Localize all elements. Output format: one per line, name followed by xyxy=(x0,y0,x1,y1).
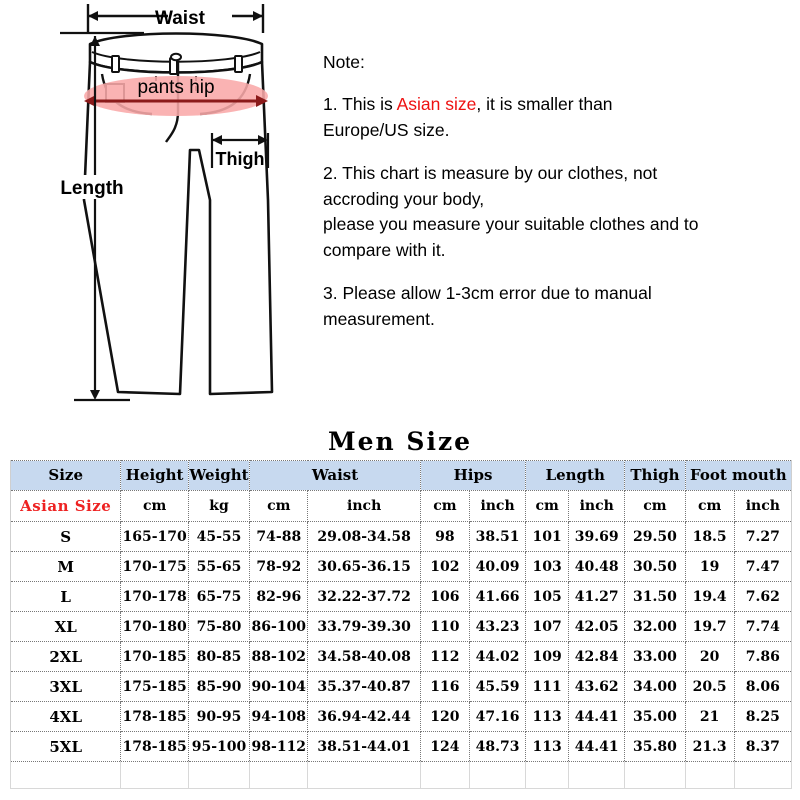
measurement-cell: 32.22-37.72 xyxy=(308,582,420,612)
empty-cell xyxy=(250,762,308,789)
note-item xyxy=(323,92,743,143)
empty-cell xyxy=(11,762,121,789)
unit-cell: cm xyxy=(685,491,734,522)
note-accent-text: Asian size xyxy=(396,94,477,114)
measurement-cell: 98-112 xyxy=(250,732,308,762)
unit-cell: inch xyxy=(734,491,791,522)
size-label-cell: S xyxy=(11,522,121,552)
unit-cell: kg xyxy=(188,491,249,522)
column-header-length: Length xyxy=(526,461,625,491)
measurement-cell: 29.50 xyxy=(625,522,685,552)
measurement-cell: 178-185 xyxy=(121,732,188,762)
measurement-cell: 178-185 xyxy=(121,702,188,732)
measurement-cell: 45.59 xyxy=(469,672,525,702)
measurement-cell: 38.51-44.01 xyxy=(308,732,420,762)
measurement-cell: 170-175 xyxy=(121,552,188,582)
measurement-cell: 38.51 xyxy=(469,522,525,552)
measurement-cell: 90-104 xyxy=(250,672,308,702)
unit-cell: inch xyxy=(569,491,625,522)
empty-cell xyxy=(734,762,791,789)
note-line xyxy=(323,238,743,264)
measurement-cell: 34.00 xyxy=(625,672,685,702)
empty-cell xyxy=(685,762,734,789)
measurement-cell: 21.3 xyxy=(685,732,734,762)
note-line xyxy=(323,307,743,333)
unit-cell: cm xyxy=(420,491,469,522)
measurement-cell: 124 xyxy=(420,732,469,762)
note-line xyxy=(323,118,743,144)
measurement-cell: 7.86 xyxy=(734,642,791,672)
measurement-cell: 43.23 xyxy=(469,612,525,642)
note-line xyxy=(323,281,743,307)
measurement-cell: 116 xyxy=(420,672,469,702)
measurement-cell: 170-185 xyxy=(121,642,188,672)
waist-arrow-head-left xyxy=(88,11,98,21)
table-row xyxy=(11,642,792,672)
measurement-cell: 43.62 xyxy=(569,672,625,702)
table-head xyxy=(11,461,792,491)
measurement-cell: 82-96 xyxy=(250,582,308,612)
asian-size-label: Asian Size xyxy=(11,491,121,522)
measurement-cell: 86-100 xyxy=(250,612,308,642)
measurement-cell: 48.73 xyxy=(469,732,525,762)
measurement-cell: 55-65 xyxy=(188,552,249,582)
measurement-cell: 95-100 xyxy=(188,732,249,762)
column-header-thigh: Thigh xyxy=(625,461,685,491)
unit-cell: cm xyxy=(121,491,188,522)
measurement-cell: 41.66 xyxy=(469,582,525,612)
note-item xyxy=(323,281,743,332)
measurement-cell: 40.09 xyxy=(469,552,525,582)
thigh-label: Thigh xyxy=(215,149,265,169)
measurement-cell: 8.06 xyxy=(734,672,791,702)
measurement-cell: 39.69 xyxy=(569,522,625,552)
unit-cell: cm xyxy=(625,491,685,522)
measurement-cell: 30.50 xyxy=(625,552,685,582)
size-label-cell: L xyxy=(11,582,121,612)
table-row xyxy=(11,552,792,582)
measurement-cell: 19.4 xyxy=(685,582,734,612)
measurement-cell: 31.50 xyxy=(625,582,685,612)
measurement-cell: 19 xyxy=(685,552,734,582)
measurement-cell: 20.5 xyxy=(685,672,734,702)
table-row xyxy=(11,672,792,702)
size-label-cell: XL xyxy=(11,612,121,642)
measurement-cell: 88-102 xyxy=(250,642,308,672)
measurement-cell: 19.7 xyxy=(685,612,734,642)
measurement-cell: 80-85 xyxy=(188,642,249,672)
measurement-cell: 8.37 xyxy=(734,732,791,762)
column-header-waist: Waist xyxy=(250,461,421,491)
column-header-height: Height xyxy=(121,461,188,491)
measurement-cell: 85-90 xyxy=(188,672,249,702)
measurement-cell: 170-178 xyxy=(121,582,188,612)
measurement-cell: 35.37-40.87 xyxy=(308,672,420,702)
note-text: 2. This chart is measure by our clothes, not xyxy=(323,163,658,183)
table-body xyxy=(11,491,792,789)
measurement-cell: 44.02 xyxy=(469,642,525,672)
measurement-cell: 107 xyxy=(526,612,569,642)
waist-label: Waist xyxy=(155,8,205,29)
measurement-cell: 33.79-39.30 xyxy=(308,612,420,642)
table-row xyxy=(11,702,792,732)
measurement-cell: 41.27 xyxy=(569,582,625,612)
table-title: Men Size xyxy=(327,427,473,456)
measurement-cell: 109 xyxy=(526,642,569,672)
empty-cell xyxy=(188,762,249,789)
measurement-cell: 113 xyxy=(526,732,569,762)
measurement-cell: 32.00 xyxy=(625,612,685,642)
measurement-cell: 35.80 xyxy=(625,732,685,762)
measurement-cell: 106 xyxy=(420,582,469,612)
measurement-cell: 34.58-40.08 xyxy=(308,642,420,672)
measurement-cell: 44.41 xyxy=(569,732,625,762)
size-table-container xyxy=(10,460,792,789)
measurement-cell: 74-88 xyxy=(250,522,308,552)
measurement-cell: 44.41 xyxy=(569,702,625,732)
measurement-cell: 40.48 xyxy=(569,552,625,582)
button-icon xyxy=(171,54,181,60)
measurement-cell: 165-170 xyxy=(121,522,188,552)
note-line xyxy=(323,212,743,238)
note-text: Europe/US size. xyxy=(323,119,450,140)
measurement-cell: 42.84 xyxy=(569,642,625,672)
waist-arrow-head-right xyxy=(253,11,263,21)
note-text: measurement. xyxy=(323,308,435,329)
measurement-cell: 7.47 xyxy=(734,552,791,582)
measurement-cell: 90-95 xyxy=(188,702,249,732)
measurement-cell: 110 xyxy=(420,612,469,642)
measurement-cell: 78-92 xyxy=(250,552,308,582)
empty-cell xyxy=(625,762,685,789)
units-row xyxy=(11,491,792,522)
measurement-cell: 30.65-36.15 xyxy=(308,552,420,582)
measurement-cell: 98 xyxy=(420,522,469,552)
note-text: 1. This is xyxy=(323,94,397,114)
pants-measurement-diagram xyxy=(60,0,320,412)
empty-cell xyxy=(526,762,569,789)
notes-list xyxy=(323,92,743,332)
empty-cell xyxy=(121,762,188,789)
measurement-cell: 18.5 xyxy=(685,522,734,552)
size-label-cell: 4XL xyxy=(11,702,121,732)
measurement-cell: 21 xyxy=(685,702,734,732)
measurement-cell: 45-55 xyxy=(188,522,249,552)
measurement-cell: 113 xyxy=(526,702,569,732)
notes-block xyxy=(323,50,743,350)
size-chart-table xyxy=(10,460,792,789)
table-row xyxy=(11,582,792,612)
measurement-cell: 103 xyxy=(526,552,569,582)
empty-cell xyxy=(569,762,625,789)
note-line xyxy=(323,92,743,118)
measurement-cell: 33.00 xyxy=(625,642,685,672)
measurement-cell: 175-185 xyxy=(121,672,188,702)
measurement-cell: 65-75 xyxy=(188,582,249,612)
measurement-cell: 8.25 xyxy=(734,702,791,732)
length-label: Length xyxy=(60,178,124,199)
unit-cell: inch xyxy=(469,491,525,522)
empty-cell xyxy=(308,762,420,789)
pants-hip-label: pants hip xyxy=(137,77,215,98)
measurement-cell: 7.27 xyxy=(734,522,791,552)
size-label-cell: 3XL xyxy=(11,672,121,702)
column-header-foot-mouth: Foot mouth xyxy=(685,461,791,491)
unit-cell: inch xyxy=(308,491,420,522)
unit-cell: cm xyxy=(526,491,569,522)
column-header-size: Size xyxy=(11,461,121,491)
measurement-cell: 101 xyxy=(526,522,569,552)
measurement-cell: 75-80 xyxy=(188,612,249,642)
empty-row xyxy=(11,762,792,789)
table-row xyxy=(11,732,792,762)
measurement-cell: 102 xyxy=(420,552,469,582)
size-label-cell: M xyxy=(11,552,121,582)
note-text: compare with it. xyxy=(323,239,446,260)
table-row xyxy=(11,612,792,642)
unit-cell: cm xyxy=(250,491,308,522)
column-header-weight: Weight xyxy=(188,461,249,491)
size-label-cell: 2XL xyxy=(11,642,121,672)
size-label-cell: 5XL xyxy=(11,732,121,762)
note-text: accroding your body, xyxy=(323,188,485,209)
empty-cell xyxy=(469,762,525,789)
length-arrow-head-bottom xyxy=(90,390,100,400)
column-header-hips: Hips xyxy=(420,461,525,491)
notes-heading: Note: xyxy=(323,52,365,72)
group-header-row xyxy=(11,461,792,491)
measurement-cell: 7.62 xyxy=(734,582,791,612)
measurement-cell: 94-108 xyxy=(250,702,308,732)
note-item xyxy=(323,161,743,263)
note-text: 3. Please allow 1-3cm error due to manual xyxy=(323,283,652,303)
measurement-cell: 170-180 xyxy=(121,612,188,642)
measurement-cell: 105 xyxy=(526,582,569,612)
measurement-cell: 112 xyxy=(420,642,469,672)
note-text: please you measure your suitable clothes and to xyxy=(323,214,699,234)
measurement-cell: 120 xyxy=(420,702,469,732)
measurement-cell: 47.16 xyxy=(469,702,525,732)
note-line xyxy=(323,187,743,213)
table-row xyxy=(11,522,792,552)
note-text: , it is smaller than xyxy=(476,94,613,114)
note-line xyxy=(323,161,743,187)
measurement-cell: 36.94-42.44 xyxy=(308,702,420,732)
empty-cell xyxy=(420,762,469,789)
measurement-cell: 7.74 xyxy=(734,612,791,642)
measurement-cell: 35.00 xyxy=(625,702,685,732)
measurement-cell: 111 xyxy=(526,672,569,702)
measurement-cell: 29.08-34.58 xyxy=(308,522,420,552)
measurement-cell: 20 xyxy=(685,642,734,672)
measurement-cell: 42.05 xyxy=(569,612,625,642)
